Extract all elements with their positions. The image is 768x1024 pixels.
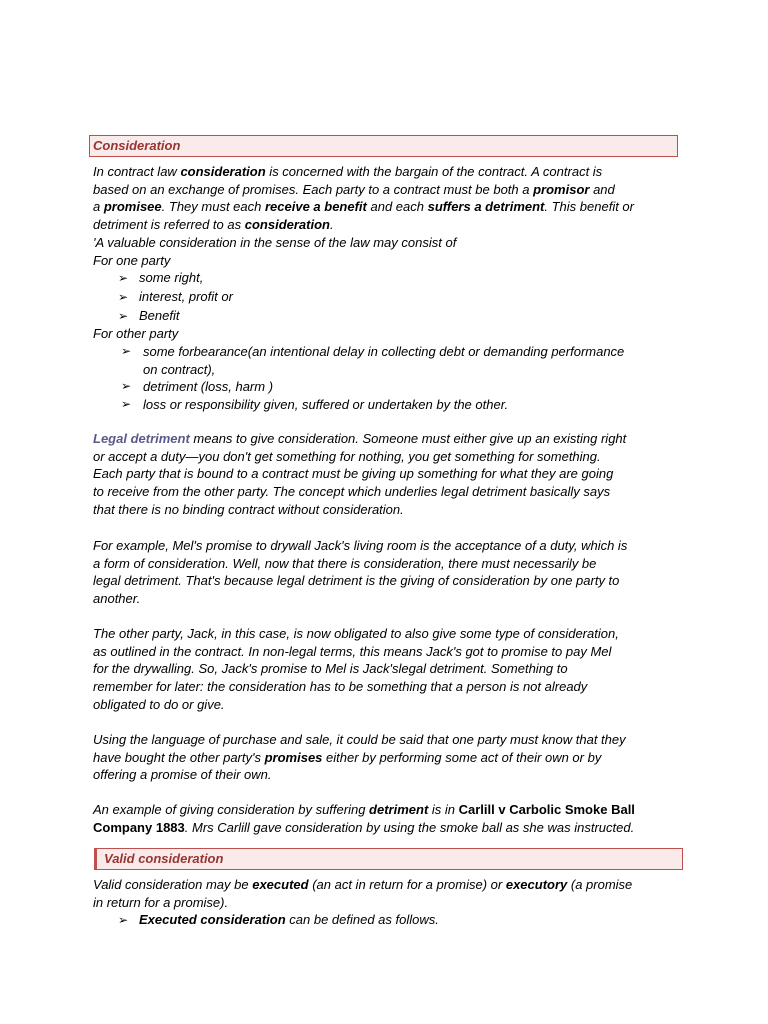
- arrow-bullet-icon: ➢: [118, 308, 129, 323]
- other-party-label: For other party: [93, 326, 179, 342]
- intro-line: detriment is referred to as consideration.: [93, 217, 334, 233]
- legal-detriment-paragraph: Legal detriment means to give consideration. Someone must either give up an existing right or accept a duty—you don't get something for nothing, you get something for something. Each party that is bound to a contract must be giving up something for what they are going to receive from the other party. The concept which underlies legal detriment basically says that there is no binding contract without consideration.: [93, 431, 627, 517]
- list-item: ➢ detriment (loss, harm ): [121, 379, 274, 395]
- intro-line: a promisee. They must each receive a benefit and each suffers a detriment. This benefit or: [93, 199, 634, 215]
- consideration-body: [93, 163, 683, 414]
- example-paragraph: For example, Mel's promise to drywall Jack's living room is the acceptance of a duty, which is a form of consideration. Well, now that there is consideration, there must necessarily be legal detriment. That's because legal detriment is the giving of consideration by one party to another.: [93, 538, 628, 607]
- arrow-bullet-icon: ➢: [118, 913, 129, 928]
- heading-consideration: Consideration: [89, 135, 678, 157]
- list-item: ➢ loss or responsibility given, suffered or undertaken by the other.: [121, 397, 509, 413]
- legal-detriment-link[interactable]: Legal detriment: [93, 431, 190, 446]
- arrow-bullet-icon: ➢: [121, 344, 132, 359]
- list-item: ➢ Benefit: [93, 307, 683, 326]
- quote-line: 'A valuable consideration in the sense of the law may consist of: [93, 234, 457, 250]
- carlill-paragraph: An example of giving consideration by suffering detriment is in Carlill v Carbolic Smoke Ball Company 1883. Mrs Carlill gave consideration by using the smoke ball as she was instructed.: [93, 802, 635, 835]
- intro-line: In contract law consideration is concerned with the bargain of the contract. A contract is: [93, 164, 603, 179]
- other-party-paragraph: The other party, Jack, in this case, is now obligated to also give some type of consideration, as outlined in the contract. In non-legal terms, this means Jack's got to promise to pay Mel for the drywalling. So, Jack's promise to Mel is Jack'slegal detriment. Something to remember for later: the consideration has to be something that a person is not already obligated to do or give.: [93, 626, 619, 712]
- case-name-continued: Company 1883: [93, 819, 185, 835]
- list-item-continuation: on contract),: [143, 361, 216, 377]
- list-item: ➢ interest, profit or: [93, 288, 683, 307]
- arrow-bullet-icon: ➢: [118, 271, 129, 286]
- list-item: ➢ some right,: [93, 269, 683, 288]
- intro-line: based on an exchange of promises. Each party to a contract must be both a promisor and: [93, 181, 615, 197]
- list-item: ➢ Executed consideration can be defined as follows.: [93, 911, 683, 930]
- language-paragraph: Using the language of purchase and sale, it could be said that one party must know that they have bought the other party's promises either by performing some act of their own or by offering a promise of their own.: [93, 732, 626, 783]
- arrow-bullet-icon: ➢: [121, 397, 132, 412]
- valid-consideration-body: Valid consideration may be executed (an act in return for a promise) or executory (a promise in return for a promise). ➢ Executed consideration can be defined as follows.: [93, 876, 683, 930]
- list-item: ➢ some forbearance(an intentional delay in collecting debt or demanding performance: [121, 344, 625, 360]
- heading-valid-consideration: Valid consideration: [94, 848, 683, 870]
- arrow-bullet-icon: ➢: [121, 379, 132, 394]
- case-name: Carlill v Carbolic Smoke Ball: [458, 802, 635, 817]
- arrow-bullet-icon: ➢: [118, 289, 129, 304]
- one-party-label: For one party: [93, 252, 171, 268]
